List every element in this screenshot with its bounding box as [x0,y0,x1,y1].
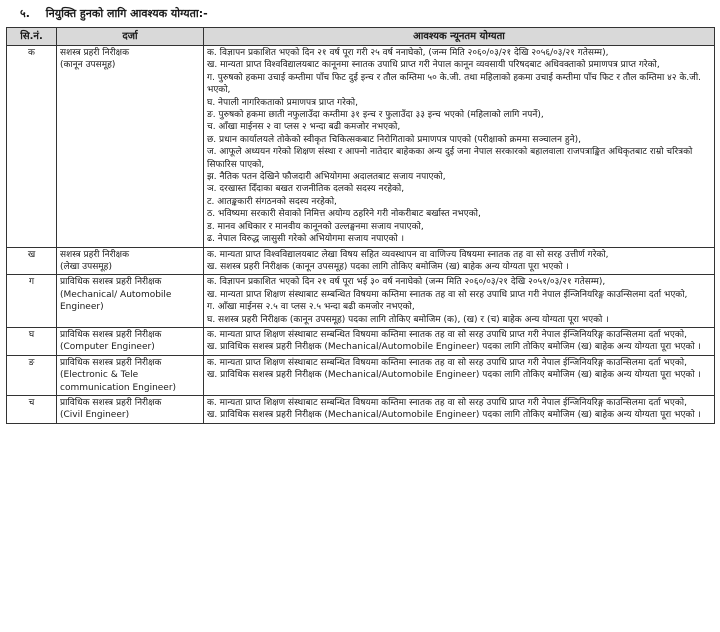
table-body [7,46,715,424]
post-subgroup: (Mechanical/ Automobile Engineer) [60,289,172,313]
post-title: प्राविधिक सशस्त्र प्रहरी निरीक्षक [60,277,162,288]
requirement-item: ख. प्राविधिक सशस्त्र प्रहरी निरीक्षक (Mechanical/Automobile Engineer) पदका लागि तोकिए बमोजिम (ख) बाहेक अन्य योग्यता पूरा भएको । [207,370,701,381]
requirement-item: छ. प्रधान कार्यालयले तोकेको स्वीकृत चिकित्सकबाट निरोगिताको प्रमाणपत्र पाएको (परीक्षाको क्रममा सञ्चालन हुने), [207,134,582,145]
post-cell [57,395,204,423]
requirements-cell [204,395,715,423]
post-cell [57,247,204,275]
table-row [7,46,715,248]
table-row [7,395,715,423]
requirements-cell [204,275,715,328]
requirement-item: च. आँखा माईनस २ वा प्लस २ भन्दा बढी कमजोर नभएको, [207,122,401,133]
post-cell [57,46,204,248]
requirement-item: क. विज्ञापन प्रकाशित भएको दिन २१ वर्ष पूरा गरी २५ वर्ष ननाघेको, (जन्म मिति २०६०/०३/२१ देखि २०५६/०३/२१ गतेसम्म), [207,48,609,58]
table-row [7,327,715,355]
section-title: नियुक्ति हुनको लागि आवश्यक योग्यता:- [45,7,208,20]
post-title: प्राविधिक सशस्त्र प्रहरी निरीक्षक [60,397,162,408]
serial-cell: ग [7,275,57,328]
requirement-item: क. मान्यता प्राप्त शिक्षण संस्थाबाट सम्बन्धित विषयमा कम्तिमा स्नातक तह वा सो सरह उपाधि प्राप्त गरी नेपाल ईन्जिनियरिङ्ग काउन्सिलमा दर्ता भएको, [207,329,687,340]
table-row [7,355,715,395]
requirement-item: ट. आतङ्ककारी संगठनको सदस्य नरहेको, [207,196,337,207]
requirement-item: ञ. दरखास्त दिँदाका बखत राजनीतिक दलको सदस्य नरहेको, [207,184,405,195]
requirements-cell [204,46,715,248]
post-title: प्राविधिक सशस्त्र प्रहरी निरीक्षक [60,329,162,340]
requirements-cell [204,247,715,275]
requirement-item: ग. पुरुषको हकमा उचाई कम्तीमा पाँच फिट दुई इन्च र तौल कम्तिमा ५० के.जी. तथा महिलाको हकमा उचाई कम्तीमा पाँच फिट र तौल कम्तिमा ४२ के.जी. भएको, [207,72,702,96]
post-subgroup: (कानून उपसमूह) [60,60,116,71]
serial-cell: च [7,395,57,423]
requirement-item: क. मान्यता प्राप्त शिक्षण संस्थाबाट सम्बन्धित विषयमा कम्तिमा स्नातक तह वा सो सरह उपाधि प्राप्त गरी नेपाल ईन्जिनियरिङ्ग काउन्सिलमा दर्ता भएको, [207,357,687,368]
qualification-table [6,27,715,424]
requirement-item: ख. मान्यता प्राप्त शिक्षण संस्थाबाट सम्बन्धित विषयमा कम्तिमा स्नातक तह वा सो सरह उपाधि प्राप्त गरी नेपाल ईन्जिनियरिङ्ग काउन्सिलमा दर्ता भएको, [207,289,688,300]
post-cell [57,355,204,395]
requirement-item: क. मान्यता प्राप्त विश्वविद्यालयबाट लेखा विषय सहित व्यवस्थापन वा वाणिज्य विषयमा स्नातक तह वा सो सरह उत्तीर्ण गरेको, [207,249,609,260]
requirement-item: झ. नैतिक पतन देखिने फौजदारी अभियोगमा अदालतबाट सजाय नपाएको, [207,172,446,183]
requirement-item: ख. सशस्त्र प्रहरी निरीक्षक (कानून उपसमूह) पदका लागि तोकिए बमोजिम (ख) बाहेक अन्य योग्यता पूरा भएको । [207,261,569,272]
requirement-item: ख. प्राविधिक सशस्त्र प्रहरी निरीक्षक (Mechanical/Automobile Engineer) पदका लागि तोकिए बमोजिम (ख) बाहेक अन्य योग्यता पूरा भएको । [207,410,701,421]
serial-cell: घ [7,327,57,355]
post-cell [57,275,204,328]
post-subgroup: (Civil Engineer) [60,410,130,421]
requirement-item: ठ. भविष्यमा सरकारी सेवाको निमित्त अयोग्य ठहरिने गरी नोकरीबाट बर्खास्त नभएको, [207,209,481,220]
post-title: सशस्त्र प्रहरी निरीक्षक [60,48,130,58]
requirement-item: ग. आँखा माईनस २.५ वा प्लस २.५ भन्दा बढी कमजोर नभएको, [207,302,415,313]
requirements-cell [204,327,715,355]
section-heading [20,6,714,21]
table-header-row [7,28,715,46]
requirements-cell [204,355,715,395]
post-subgroup: (लेखा उपसमूह) [60,261,112,272]
post-title: प्राविधिक सशस्त्र प्रहरी निरीक्षक [60,357,162,368]
requirement-item: ढ. नेपाल विरुद्ध जासुसी गरेको अभियोगमा सजाय नपाएको । [207,234,405,245]
requirement-item: ड. मानव अधिकार र मानवीय कानूनको उल्लङ्घनमा सजाय नपाएको, [207,221,424,232]
requirement-item: ङ. पुरुषको हकमा छाती नफुलाउँदा कम्तीमा ३१ इन्च र फुलाउँदा ३३ इन्च भएको (महिलाको लागि नपर्ने), [207,110,544,121]
post-subgroup: (Computer Engineer) [60,342,155,353]
serial-cell: क [7,46,57,248]
requirement-item: ख. मान्यता प्राप्त विश्वविद्यालयबाट कानूनमा स्नातक उपाधि प्राप्त गरी नेपाल कानून व्यवसायी परिषदबाट अधिवक्ताको प्रमाणपत्र प्राप्त गरेको, [207,60,660,71]
requirement-item: क. विज्ञापन प्रकाशित भएको दिन २१ वर्ष पूरा भई ३० वर्ष ननाघेको (जन्म मिति २०६०/०३/२१ देखि २०५१/०३/२१ गतेसम्म), [207,277,606,288]
serial-cell: ङ [7,355,57,395]
serial-cell: ख [7,247,57,275]
post-title: सशस्त्र प्रहरी निरीक्षक [60,249,130,260]
header-serial: सि.नं. [7,28,57,46]
requirement-item: ज. आफूले अध्ययन गरेको शिक्षण संस्था र आफ्नो नातेदार बाहेकका अन्य दुई जना नेपाल सरकारको बहालवाला राजपत्राङ्कित अधिकृतबाट राम्रो चरित्रको सिफारिस पाएको, [207,147,693,170]
post-subgroup: (Electronic & Tele communication Engineer) [60,370,177,393]
post-cell [57,327,204,355]
requirement-item: घ. सशस्त्र प्रहरी निरीक्षक (कानून उपसमूह) पदका लागि तोकिए बमोजिम (क), (ख) र (च) बाहेक अन्य योग्यता पूरा भएको । [207,314,609,325]
requirement-item: घ. नेपाली नागरिकताको प्रमाणपत्र प्राप्त गरेको, [207,97,359,108]
header-qualification: आवश्यक न्यूनतम योग्यता [204,28,715,46]
header-post: दर्जा [57,28,204,46]
requirement-item: क. मान्यता प्राप्त शिक्षण संस्थाबाट सम्बन्धित विषयमा कम्तिमा स्नातक तह वा सो सरह उपाधि प्राप्त गरी नेपाल ईन्जिनियरिङ्ग काउन्सिलमा दर्ता भएको, [207,397,687,408]
table-row [7,275,715,328]
table-row [7,247,715,275]
section-number: ५. [20,7,30,20]
requirement-item: ख. प्राविधिक सशस्त्र प्रहरी निरीक्षक (Mechanical/Automobile Engineer) पदका लागि तोकिए बमोजिम (ख) बाहेक अन्य योग्यता पूरा भएको । [207,342,701,353]
